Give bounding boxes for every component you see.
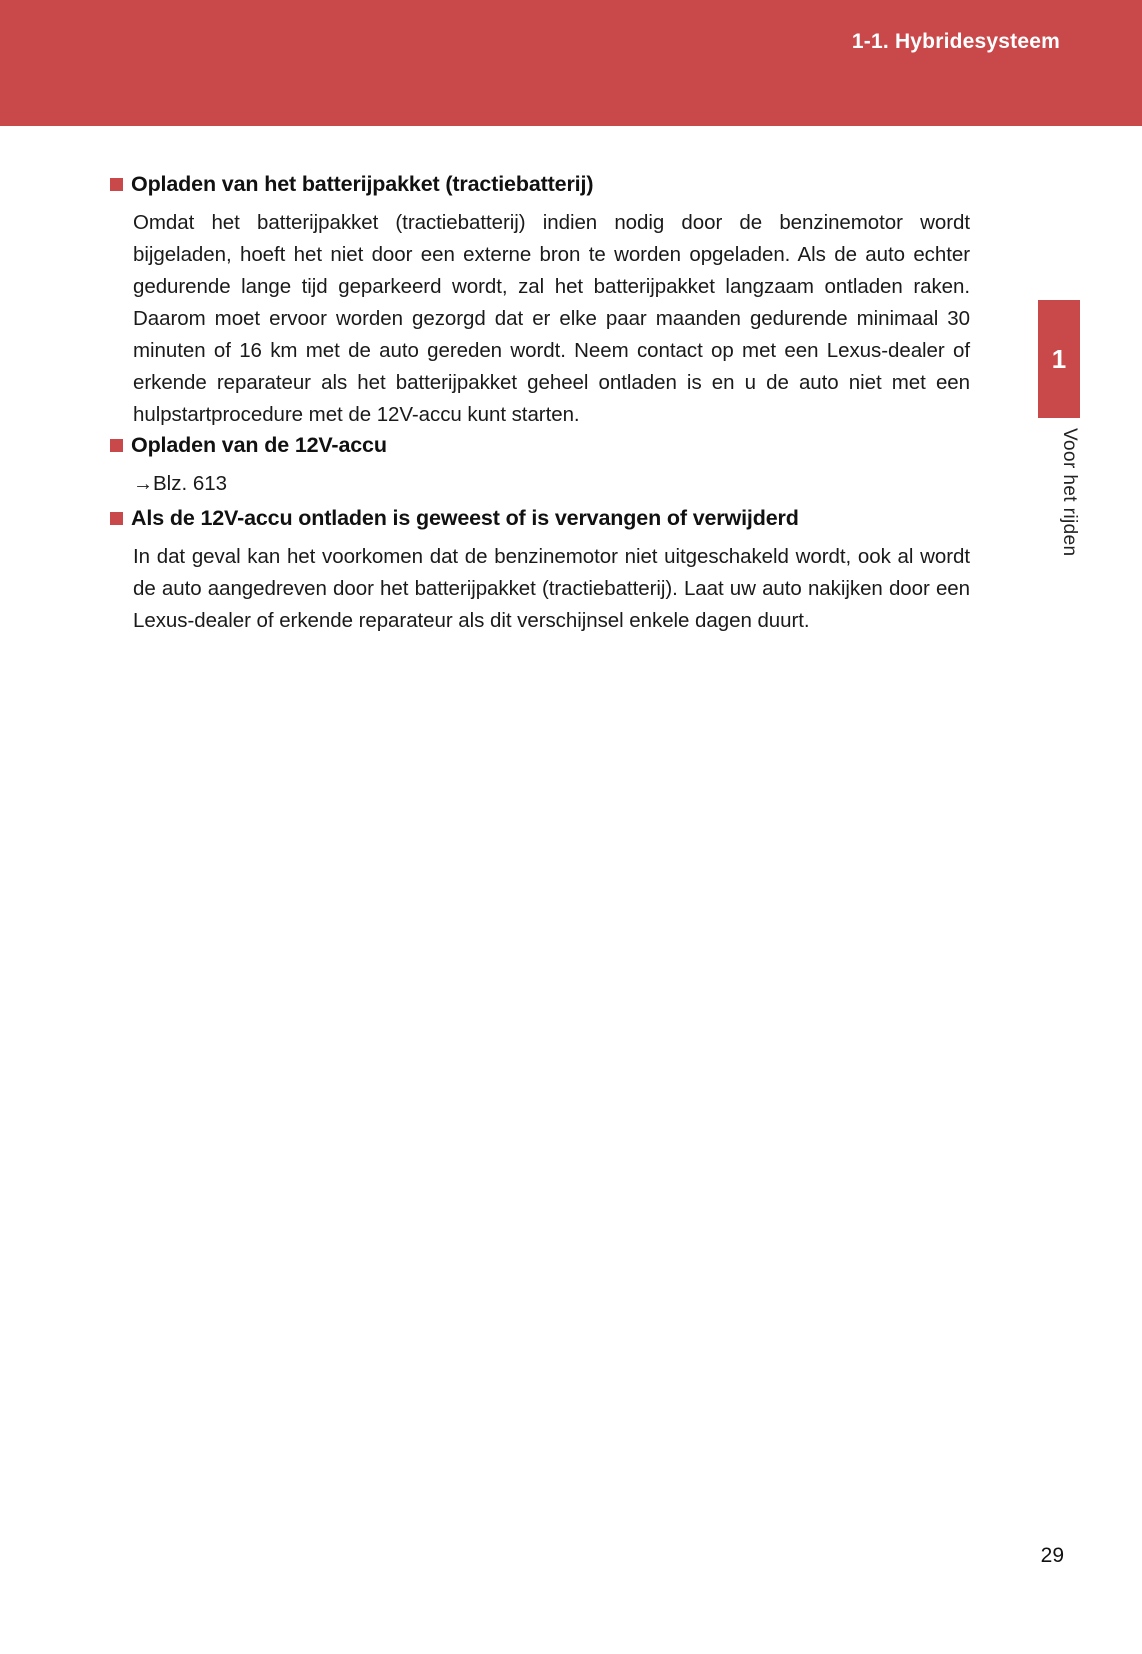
square-bullet-icon bbox=[110, 512, 123, 525]
header-title: 1-1. Hybridesysteem bbox=[851, 30, 1060, 53]
page-reference bbox=[133, 468, 970, 500]
section-body-text: Omdat het batterijpakket (tractiebatterij) indien nodig door de benzinemotor wordt bijgeladen, hoeft het niet door een externe bron te worden opgeladen. Als de auto echter gedurende lange tijd geparkeerd wordt, zal het batterijpakket langzaam ontladen raken. Daarom moet ervoor worden gezorgd dat er elke paar maanden gedurende minimaal 30 minuten of 16 km met de auto gereden wordt. Neem contact op met een Lexus-dealer of erkende reparateur als het batterijpakket geheel ontladen is en u de auto niet met een hulpstartprocedure met de 12V-accu kunt starten. bbox=[133, 211, 970, 426]
section-heading-text: Opladen van het batterijpakket (tractiebatterij) bbox=[131, 172, 594, 196]
section-12v-battery-discharged bbox=[110, 506, 970, 637]
section-heading bbox=[110, 506, 970, 531]
square-bullet-icon bbox=[110, 439, 123, 452]
section-heading-text: Als de 12V-accu ontladen is geweest of is vervangen of verwijderd bbox=[131, 506, 799, 530]
page-reference-text: Blz. 613 bbox=[153, 472, 228, 495]
section-charging-battery-pack bbox=[110, 172, 970, 431]
chapter-number: 1 bbox=[1051, 343, 1067, 374]
chapter-tab bbox=[1038, 300, 1080, 418]
section-heading bbox=[110, 172, 970, 197]
page-number: 29 bbox=[1040, 1544, 1064, 1567]
chapter-label: Voor het rijden bbox=[1059, 428, 1080, 557]
section-heading-text: Opladen van de 12V-accu bbox=[131, 433, 387, 457]
arrow-right-icon: → bbox=[133, 473, 153, 495]
section-charging-12v-battery bbox=[110, 433, 970, 500]
section-body-text: In dat geval kan het voorkomen dat de benzinemotor niet uitgeschakeld wordt, ook al wordt de auto aangedreven door het batterijpakket (tractiebatterij). Laat uw auto nakijken door een Lexus-dealer of erkende reparateur als dit verschijnsel enkele dagen duurt. bbox=[133, 545, 970, 632]
page-content bbox=[110, 172, 970, 639]
section-heading bbox=[110, 433, 970, 458]
page-header-band bbox=[0, 0, 1142, 126]
square-bullet-icon bbox=[110, 178, 123, 191]
